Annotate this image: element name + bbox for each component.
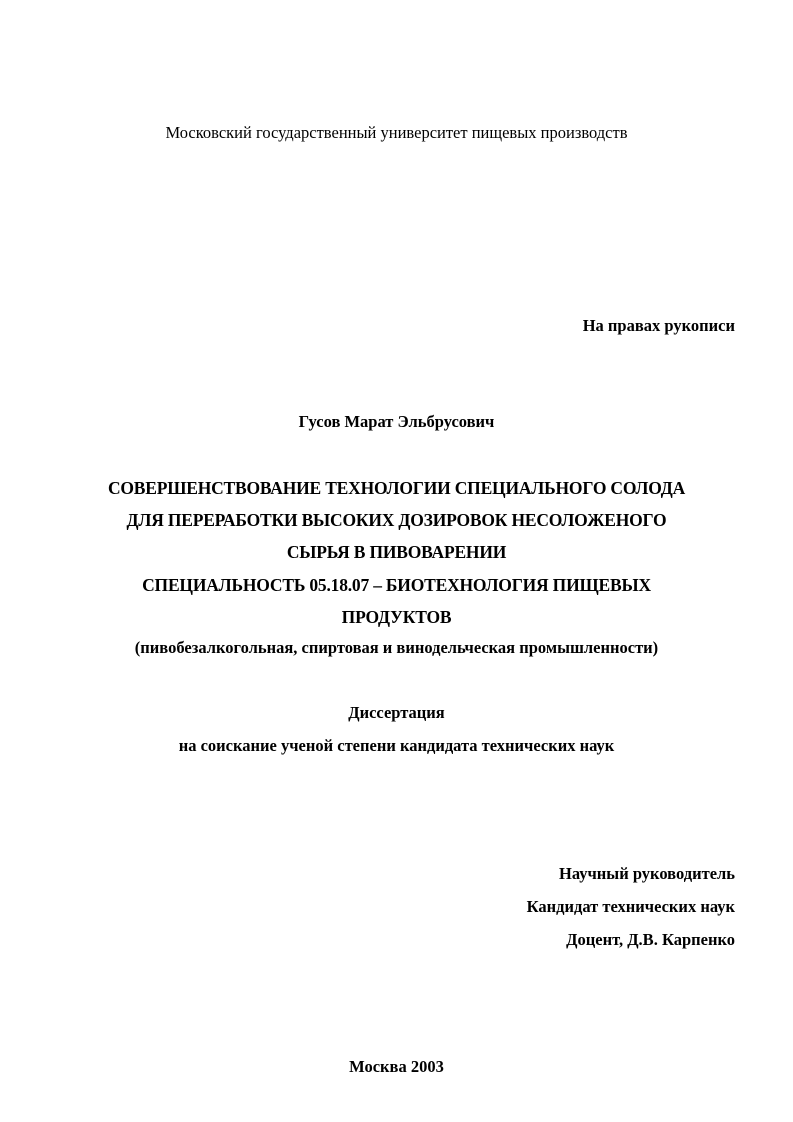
degree-text: на соискание ученой степени кандидата технических наук (178, 736, 615, 755)
supervisor-line: Доцент, Д.В. Карпенко (566, 930, 735, 949)
title-line: ДЛЯ ПЕРЕРАБОТКИ ВЫСОКИХ ДОЗИРОВОК НЕСОЛОЖЕНОГО (126, 510, 667, 530)
title-line: СЫРЬЯ В ПИВОВАРЕНИИ (286, 542, 507, 562)
specialty-note: (пивобезалкогольная, спиртовая и винодельческая промышленности) (134, 638, 659, 657)
supervisor-line: Научный руководитель (559, 864, 735, 883)
title-line: СОВЕРШЕНСТВОВАНИЕ ТЕХНОЛОГИИ СПЕЦИАЛЬНОГО СОЛОДА (107, 478, 686, 498)
author-name: Гусов Марат Эльбрусович (298, 412, 495, 431)
document-type: Диссертация (348, 703, 445, 722)
manuscript-note: На правах рукописи (582, 316, 735, 335)
title-line: СПЕЦИАЛЬНОСТЬ 05.18.07 – БИОТЕХНОЛОГИЯ ПИЩЕВЫХ (142, 575, 651, 595)
city-year: Москва 2003 (349, 1057, 444, 1076)
supervisor-line: Кандидат технических наук (526, 897, 735, 916)
title-line: ПРОДУКТОВ (341, 607, 452, 627)
university-name: Московский государственный университет пищевых производств (165, 123, 628, 142)
